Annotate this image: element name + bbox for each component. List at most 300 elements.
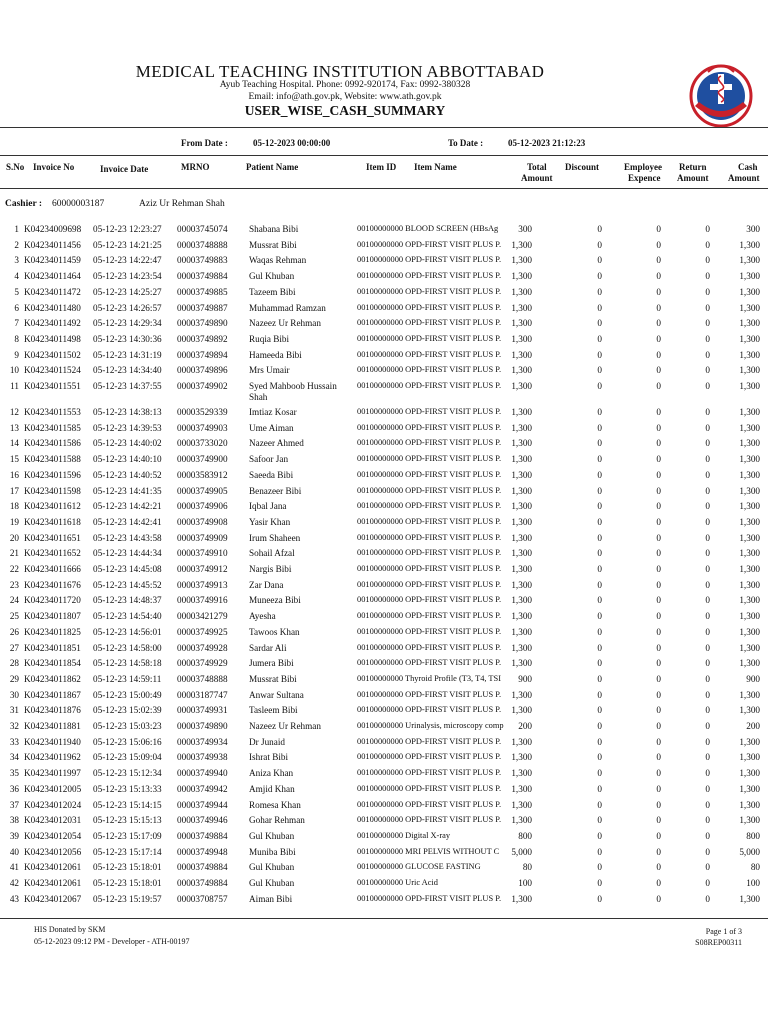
cell-item: 00100000000 OPD-FIRST VISIT PLUS P. (357, 438, 502, 448)
col-invoice-no: Invoice No (33, 162, 75, 172)
cell-mrno: 00003749905 (177, 485, 228, 496)
cell-invoice-no: K04234012031 (24, 815, 82, 826)
divider (0, 188, 768, 189)
cell-discount: 0 (597, 501, 602, 512)
cell-item: 00100000000 OPD-FIRST VISIT PLUS P. (357, 349, 502, 359)
cell-return-amount: 0 (705, 516, 710, 527)
cell-item: 00100000000 OPD-FIRST VISIT PLUS P. (357, 255, 502, 265)
col-invoice-date: Invoice Date (100, 164, 149, 174)
cell-cash-amount: 1,300 (739, 799, 760, 810)
cell-cash-amount: 1,300 (739, 783, 760, 794)
cell-cash-amount: 1,300 (739, 815, 760, 826)
cell-return-amount: 0 (705, 862, 710, 873)
cell-return-amount: 0 (705, 564, 710, 574)
cell-return-amount: 0 (705, 721, 710, 731)
cell-invoice-date: 05-12-23 14:54:40 (93, 611, 162, 622)
cell-discount: 0 (597, 516, 602, 527)
cell-return-amount: 0 (705, 893, 710, 904)
cell-total-amount: 1,300 (511, 548, 532, 559)
cell-invoice-no: K04234011867 (24, 689, 81, 700)
cell-cash-amount: 1,300 (739, 271, 760, 282)
footer-donated: HIS Donated by SKM (34, 925, 106, 934)
cell-invoice-no: K04234011596 (24, 469, 81, 480)
cell-return-amount: 0 (705, 815, 710, 826)
cell-invoice-date: 05-12-23 14:38:13 (93, 407, 162, 417)
cell-invoice-no: K04234011825 (24, 626, 81, 637)
cell-employee-expence: 0 (656, 516, 661, 527)
cell-employee-expence: 0 (656, 381, 661, 391)
cell-sno: 41 (9, 862, 19, 873)
cell-patient-name: Gul Khuban (249, 271, 295, 282)
col-sno: S.No (6, 162, 25, 172)
cell-patient-name: Tazeem Bibi (249, 286, 296, 297)
cell-patient-name: Imtiaz Kosar (249, 407, 297, 417)
cell-invoice-no: K04234011652 (24, 548, 81, 559)
cell-invoice-no: K04234011854 (24, 658, 81, 669)
cell-sno: 16 (9, 469, 19, 480)
col-employee-line2: Expence (628, 173, 661, 183)
cell-invoice-date: 05-12-23 15:13:33 (93, 783, 162, 794)
cell-mrno: 00003583912 (177, 469, 228, 480)
cell-sno: 6 (14, 302, 19, 313)
cell-item: 00100000000 OPD-FIRST VISIT PLUS P. (357, 579, 502, 589)
cell-employee-expence: 0 (656, 548, 661, 559)
cell-invoice-date: 05-12-23 14:22:47 (93, 255, 162, 266)
table-row (0, 690, 768, 705)
cell-cash-amount: 1,300 (739, 705, 760, 716)
table-row (0, 564, 768, 579)
cell-mrno: 00003749948 (177, 846, 228, 857)
cell-sno: 9 (14, 349, 19, 360)
cell-cash-amount: 1,300 (739, 333, 760, 344)
to-date-label: To Date : (448, 138, 484, 148)
cell-item: 00100000000 OPD-FIRST VISIT PLUS P. (357, 454, 502, 464)
cell-cash-amount: 1,300 (739, 752, 760, 763)
cell-item: 00100000000 MRI PELVIS WITHOUT C (357, 846, 500, 856)
cell-discount: 0 (597, 705, 602, 716)
cell-employee-expence: 0 (656, 830, 661, 841)
cell-invoice-date: 05-12-23 15:18:01 (93, 878, 162, 888)
cell-total-amount: 1,300 (511, 799, 532, 810)
cell-item: 00100000000 OPD-FIRST VISIT PLUS P. (357, 595, 502, 605)
cell-return-amount: 0 (705, 469, 710, 480)
cell-item: 00100000000 Digital X-ray (357, 830, 451, 840)
cell-sno: 13 (9, 422, 19, 433)
cell-employee-expence: 0 (656, 422, 661, 433)
cell-patient-name: Jumera Bibi (249, 658, 294, 669)
cell-item: 00100000000 OPD-FIRST VISIT PLUS P. (357, 548, 502, 558)
cell-invoice-date: 05-12-23 14:58:00 (93, 642, 162, 653)
cell-employee-expence: 0 (656, 595, 661, 606)
cell-total-amount: 100 (518, 878, 532, 888)
cell-invoice-date: 05-12-23 14:34:40 (93, 365, 162, 376)
cell-total-amount: 1,300 (511, 595, 532, 606)
cell-return-amount: 0 (705, 783, 710, 794)
cell-invoice-no: K04234011962 (24, 752, 81, 763)
cell-discount: 0 (597, 454, 602, 465)
cell-employee-expence: 0 (656, 286, 661, 297)
cell-patient-name: Gul Khuban (249, 878, 295, 888)
table-row (0, 454, 768, 469)
cell-invoice-date: 05-12-23 15:17:14 (93, 846, 162, 857)
cell-total-amount: 1,300 (511, 454, 532, 465)
cell-total-amount: 1,300 (511, 642, 532, 653)
cell-sno: 42 (9, 878, 19, 888)
cell-discount: 0 (597, 438, 602, 449)
cell-cash-amount: 1,300 (739, 611, 760, 622)
cell-sno: 22 (9, 564, 19, 574)
cell-mrno: 00003749946 (177, 815, 228, 826)
cell-invoice-no: K04234012054 (24, 830, 82, 841)
cell-return-amount: 0 (705, 381, 710, 391)
cell-item: 00100000000 Uric Acid (357, 878, 438, 887)
cell-total-amount: 1,300 (511, 736, 532, 747)
cell-mrno: 00003749909 (177, 532, 228, 543)
cell-cash-amount: 100 (746, 878, 760, 888)
cell-discount: 0 (597, 642, 602, 653)
cell-return-amount: 0 (705, 579, 710, 590)
cell-cash-amount: 1,300 (739, 564, 760, 574)
cell-discount: 0 (597, 815, 602, 826)
cell-cash-amount: 900 (746, 673, 760, 684)
cell-employee-expence: 0 (656, 349, 661, 360)
cell-cash-amount: 1,300 (739, 407, 760, 417)
cell-total-amount: 1,300 (511, 815, 532, 826)
cell-return-amount: 0 (705, 239, 710, 250)
cell-mrno: 00003748888 (177, 239, 228, 250)
cell-employee-expence: 0 (656, 564, 661, 574)
cell-return-amount: 0 (705, 501, 710, 512)
cell-item: 00100000000 BLOOD SCREEN (HBsAg (357, 224, 499, 233)
cell-cash-amount: 1,300 (739, 548, 760, 559)
cell-patient-name: Yasir Khan (249, 516, 291, 527)
cell-total-amount: 200 (518, 721, 532, 731)
cell-discount: 0 (597, 349, 602, 360)
cell-return-amount: 0 (705, 830, 710, 841)
cell-employee-expence: 0 (656, 768, 661, 779)
footer-report-code: S08REP00311 (695, 938, 742, 947)
cell-mrno: 00003749885 (177, 286, 228, 297)
hospital-email-website: Email: info@ath.gov.pk, Website: www.ath.gov.pk (248, 92, 442, 102)
cell-patient-name: Ishrat Bibi (249, 752, 289, 763)
col-return-line2: Amount (677, 173, 709, 183)
cell-patient-name: Ruqia Bibi (249, 333, 290, 344)
col-return-line1: Return (679, 162, 707, 172)
cell-return-amount: 0 (705, 595, 710, 606)
cell-patient-name: Tawoos Khan (249, 626, 300, 637)
cell-sno: 36 (9, 783, 19, 794)
cell-mrno: 00003748888 (177, 673, 228, 684)
table-row (0, 334, 768, 349)
cell-return-amount: 0 (705, 333, 710, 344)
cell-discount: 0 (597, 673, 602, 684)
cell-employee-expence: 0 (656, 673, 661, 684)
cell-cash-amount: 1,300 (739, 658, 760, 669)
cell-invoice-no: K04234011876 (24, 705, 81, 716)
cell-item: 00100000000 OPD-FIRST VISIT PLUS P. (357, 239, 502, 249)
cell-invoice-no: K04234011459 (24, 255, 81, 266)
cell-return-amount: 0 (705, 365, 710, 376)
cell-sno: 11 (10, 381, 19, 391)
cell-invoice-no: K04234011997 (24, 768, 81, 779)
cell-discount: 0 (597, 721, 602, 731)
cell-sno: 17 (9, 485, 19, 496)
cell-invoice-no: K04234011598 (24, 485, 81, 496)
table-row (0, 643, 768, 658)
cell-patient-name: Romesa Khan (249, 799, 301, 810)
cell-cash-amount: 300 (746, 224, 760, 234)
cell-total-amount: 1,300 (511, 438, 532, 449)
cell-mrno: 00003749892 (177, 333, 228, 344)
footer-printed: 05-12-2023 09:12 PM - Developer - ATH-00197 (34, 937, 190, 946)
cell-employee-expence: 0 (656, 239, 661, 250)
cell-sno: 19 (9, 516, 19, 527)
cell-patient-name: Mrs Umair (249, 365, 290, 376)
cell-item: 00100000000 OPD-FIRST VISIT PLUS P. (357, 689, 502, 699)
cell-sno: 35 (9, 768, 19, 779)
cell-item: 00100000000 OPD-FIRST VISIT PLUS P. (357, 302, 502, 312)
col-cash-line1: Cash (738, 162, 758, 172)
cell-invoice-no: K04234011851 (24, 642, 81, 653)
divider (0, 918, 768, 919)
cell-sno: 29 (9, 673, 19, 684)
cell-patient-name: Muniba Bibi (249, 846, 296, 857)
cell-total-amount: 1,300 (511, 783, 532, 794)
cell-cash-amount: 1,300 (739, 365, 760, 376)
cell-invoice-no: K04234011498 (24, 333, 81, 344)
col-discount: Discount (565, 162, 600, 172)
from-date-value: 05-12-2023 00:00:00 (253, 138, 331, 148)
cell-invoice-date: 05-12-23 14:44:34 (93, 548, 162, 559)
cell-item: 00100000000 OPD-FIRST VISIT PLUS P. (357, 365, 502, 375)
cell-item: 00100000000 OPD-FIRST VISIT PLUS P. (357, 485, 502, 495)
cell-total-amount: 1,300 (511, 893, 532, 904)
cell-invoice-no: K04234011472 (24, 286, 81, 297)
cell-mrno: 00003708757 (177, 893, 228, 904)
cell-return-amount: 0 (705, 736, 710, 747)
footer-page-number: Page 1 of 3 (705, 927, 742, 936)
cell-discount: 0 (597, 469, 602, 480)
cell-invoice-no: K04234011666 (24, 564, 81, 574)
cell-sno: 21 (9, 548, 19, 559)
cell-patient-name: Nazeez Ur Rehman (249, 318, 321, 329)
cell-item: 00100000000 OPD-FIRST VISIT PLUS P. (357, 564, 502, 573)
cell-mrno: 00003749890 (177, 721, 228, 731)
cell-total-amount: 1,300 (511, 752, 532, 763)
cell-invoice-no: K04234011940 (24, 736, 81, 747)
cell-sno: 39 (9, 830, 19, 841)
cell-employee-expence: 0 (656, 721, 661, 731)
cell-employee-expence: 0 (656, 626, 661, 637)
cell-invoice-date: 05-12-23 14:37:55 (93, 381, 162, 391)
cell-invoice-no: K04234009698 (24, 224, 82, 234)
cell-sno: 18 (9, 501, 19, 512)
cell-invoice-date: 05-12-23 14:45:52 (93, 579, 162, 590)
cell-discount: 0 (597, 658, 602, 669)
cell-total-amount: 1,300 (511, 768, 532, 779)
table-row (0, 255, 768, 270)
cell-return-amount: 0 (705, 407, 710, 417)
cell-cash-amount: 1,300 (739, 438, 760, 449)
cell-sno: 20 (9, 532, 19, 543)
to-date-value: 05-12-2023 21:12:23 (508, 138, 586, 148)
cell-invoice-date: 05-12-23 14:45:08 (93, 564, 162, 574)
hospital-contact: Ayub Teaching Hospital. Phone: 0992-920174, Fax: 0992-380328 (219, 80, 471, 90)
cell-invoice-date: 05-12-23 15:17:09 (93, 830, 162, 841)
cell-invoice-no: K04234012005 (24, 783, 82, 794)
cell-sno: 28 (9, 658, 19, 669)
cell-total-amount: 1,300 (511, 658, 532, 669)
cell-discount: 0 (597, 893, 602, 904)
cell-return-amount: 0 (705, 673, 710, 684)
cell-employee-expence: 0 (656, 255, 661, 266)
table-row (0, 815, 768, 830)
cell-mrno: 00003749884 (177, 878, 228, 888)
cell-sno: 5 (14, 286, 19, 297)
cell-total-amount: 800 (518, 830, 532, 841)
cell-cash-amount: 5,000 (739, 846, 760, 857)
cell-mrno: 00003749929 (177, 658, 228, 669)
cell-invoice-date: 05-12-23 15:12:34 (93, 768, 162, 779)
cell-cash-amount: 1,300 (739, 422, 760, 433)
cell-cash-amount: 1,300 (739, 689, 760, 700)
cell-employee-expence: 0 (656, 705, 661, 716)
cell-invoice-date: 05-12-23 14:23:54 (93, 271, 162, 282)
cell-employee-expence: 0 (656, 485, 661, 496)
cell-patient-name: Syed Mahboob Hussain (249, 381, 337, 391)
cell-patient-name: Aniza Khan (249, 768, 294, 779)
cell-patient-name: Aiman Bibi (249, 893, 293, 904)
cell-discount: 0 (597, 878, 602, 888)
cell-sno: 8 (14, 333, 19, 344)
cell-invoice-date: 05-12-23 15:06:16 (93, 736, 162, 747)
table-row (0, 658, 768, 673)
table-row (0, 407, 768, 422)
cell-employee-expence: 0 (656, 752, 661, 763)
table-row (0, 862, 768, 877)
cell-item: 00100000000 OPD-FIRST VISIT PLUS P. (357, 532, 502, 542)
cell-patient-name: Zar Dana (249, 579, 284, 590)
cell-mrno: 00003749884 (177, 271, 228, 282)
cell-invoice-date: 05-12-23 14:21:25 (93, 239, 162, 250)
cell-return-amount: 0 (705, 846, 710, 857)
cell-mrno: 00003749912 (177, 564, 228, 574)
cell-item: 00100000000 OPD-FIRST VISIT PLUS P. (357, 658, 502, 668)
cell-total-amount: 1,300 (511, 516, 532, 527)
cell-sno: 43 (9, 893, 19, 904)
cell-item: 00100000000 OPD-FIRST VISIT PLUS P. (357, 469, 502, 479)
cell-item: 00100000000 Thyroid Profile (T3, T4, TSI (357, 673, 501, 683)
cell-return-amount: 0 (705, 689, 710, 700)
cell-return-amount: 0 (705, 422, 710, 433)
cell-return-amount: 0 (705, 224, 710, 234)
cell-discount: 0 (597, 626, 602, 637)
cell-item: 00100000000 OPD-FIRST VISIT PLUS P. (357, 271, 502, 281)
table-row (0, 611, 768, 626)
cell-return-amount: 0 (705, 485, 710, 496)
cell-total-amount: 1,300 (511, 564, 532, 574)
cell-employee-expence: 0 (656, 469, 661, 480)
table-row (0, 533, 768, 548)
cell-invoice-no: K04234011881 (24, 721, 81, 731)
cell-mrno: 00003749944 (177, 799, 228, 810)
col-cash-line2: Amount (728, 173, 760, 183)
cell-patient-name: Benazeer Bibi (249, 485, 302, 496)
table-row (0, 548, 768, 563)
cell-patient-name: Ume Aiman (249, 422, 294, 433)
cell-mrno: 00003749940 (177, 768, 228, 779)
table-row (0, 423, 768, 438)
cell-invoice-date: 05-12-23 14:40:02 (93, 438, 162, 449)
cell-mrno: 00003749908 (177, 516, 228, 527)
cell-invoice-date: 05-12-23 14:26:57 (93, 302, 162, 313)
table-row (0, 595, 768, 610)
cell-sno: 26 (9, 626, 19, 637)
cell-invoice-no: K04234012056 (24, 846, 82, 857)
cell-mrno: 00003749913 (177, 579, 228, 590)
cell-mrno: 00003749928 (177, 642, 228, 653)
cell-invoice-date: 05-12-23 15:15:13 (93, 815, 162, 826)
cell-patient-name: Nazeez Ur Rehman (249, 721, 321, 731)
cell-invoice-no: K04234011585 (24, 422, 81, 433)
cell-discount: 0 (597, 799, 602, 810)
cell-mrno: 00003749902 (177, 381, 228, 391)
cell-invoice-date: 05-12-23 15:03:23 (93, 721, 162, 731)
cell-mrno: 00003421279 (177, 611, 228, 622)
cell-employee-expence: 0 (656, 689, 661, 700)
table-row (0, 674, 768, 689)
cell-employee-expence: 0 (656, 302, 661, 313)
cell-discount: 0 (597, 271, 602, 282)
cell-return-amount: 0 (705, 878, 710, 888)
cell-return-amount: 0 (705, 302, 710, 313)
col-employee-line1: Employee (624, 162, 662, 172)
cell-item: 00100000000 OPD-FIRST VISIT PLUS P. (357, 815, 502, 825)
report-title: USER_WISE_CASH_SUMMARY (244, 103, 446, 118)
cell-patient-name: Mussrat Bibi (249, 673, 297, 684)
cell-sno: 4 (14, 271, 19, 282)
cell-item: 00100000000 OPD-FIRST VISIT PLUS P. (357, 893, 502, 903)
col-mrno: MRNO (181, 162, 210, 172)
table-row (0, 501, 768, 516)
cell-cash-amount: 1,300 (739, 893, 760, 904)
cell-cash-amount: 1,300 (739, 501, 760, 512)
table-row (0, 878, 768, 893)
table-row (0, 768, 768, 783)
cell-discount: 0 (597, 381, 602, 391)
table-row (0, 784, 768, 799)
table-row (0, 240, 768, 255)
cell-sno: 25 (9, 611, 19, 622)
cell-sno: 38 (9, 815, 19, 826)
cell-patient-name: Muhammad Ramzan (249, 302, 326, 313)
cell-patient-name: Sohail Afzal (249, 548, 295, 559)
cell-patient-name: Shabana Bibi (249, 224, 299, 234)
table-row (0, 271, 768, 286)
cell-sno: 10 (9, 365, 19, 376)
cell-discount: 0 (597, 407, 602, 417)
cell-return-amount: 0 (705, 271, 710, 282)
cell-return-amount: 0 (705, 548, 710, 559)
cell-return-amount: 0 (705, 768, 710, 779)
cell-discount: 0 (597, 532, 602, 543)
cell-invoice-date: 05-12-23 14:31:19 (93, 349, 162, 360)
cell-total-amount: 1,300 (511, 626, 532, 637)
cell-patient-name-continued: Shah (249, 392, 268, 402)
table-row (0, 580, 768, 595)
cell-invoice-no: K04234011464 (24, 271, 81, 282)
cell-return-amount: 0 (705, 752, 710, 763)
